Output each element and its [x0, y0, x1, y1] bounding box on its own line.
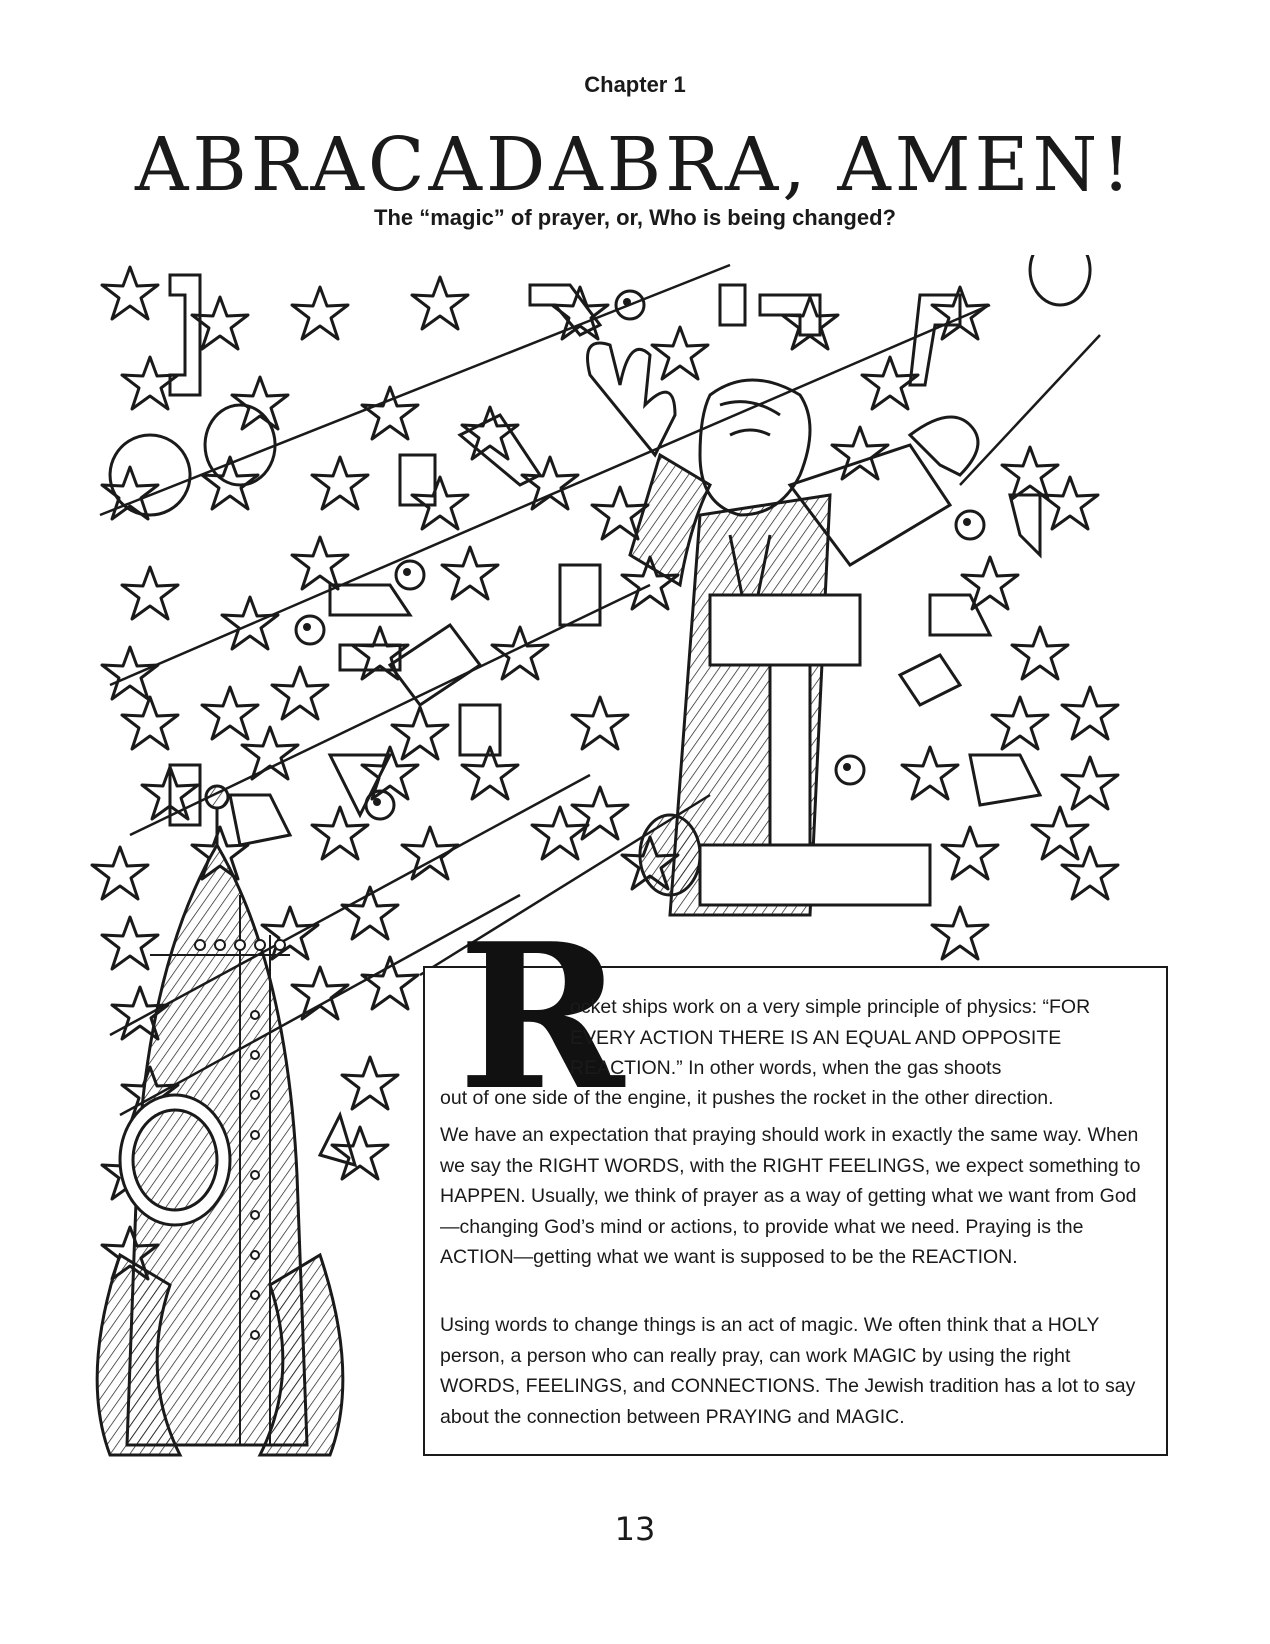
- paragraph-1-lead: ocket ships work on a very simple principle of physics: “FOR EVERY ACTION THERE IS AN EQUAL AND OPPOSITE REACTION.” In other words, when the gas shoots: [570, 996, 1091, 1079]
- chapter-label: Chapter 1: [584, 72, 686, 97]
- drop-cap: R: [458, 900, 625, 1135]
- paragraph-1-tail: out of one side of the engine, it pushes the rocket in the other direction.: [440, 1087, 1054, 1109]
- paragraph-2: We have an expectation that praying should work in exactly the same way. When we say the RIGHT WORDS, with the RIGHT FEELINGS, we expect something to HAPPEN. Usually, we think of prayer as a way of getting what we want from God—changing God’s mind or actions, to provide what we need. Praying is the ACTION—getting what we want is supposed to be the REACTION.: [440, 1124, 1141, 1268]
- page-title: ABRACADABRA, AMEN!: [134, 122, 1136, 208]
- page-number: 13: [614, 1510, 656, 1548]
- page-subtitle: The “magic” of prayer, or, Who is being changed?: [374, 205, 896, 230]
- paragraph-3: Using words to change things is an act of magic. We often think that a HOLY person, a person who can really pray, can work MAGIC by using the right WORDS, FEELINGS, and CONNECTIONS. The Jewish tradition has a lot to say about the connection between PRAYING and MAGIC.: [440, 1314, 1136, 1428]
